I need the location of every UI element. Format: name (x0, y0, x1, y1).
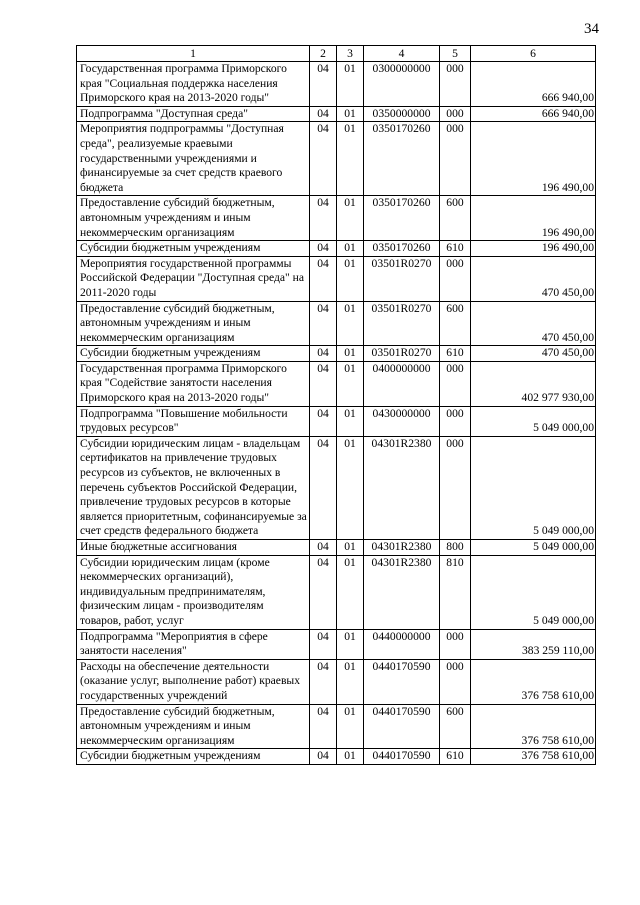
row-col-3: 01 (337, 436, 364, 539)
budget-table (76, 45, 596, 765)
row-col-3: 01 (337, 749, 364, 765)
table-row (77, 629, 596, 659)
row-col-5: 000 (440, 62, 471, 107)
row-col-4: 04301R2380 (364, 555, 440, 629)
row-col-2: 04 (310, 122, 337, 196)
row-name: Предоставление субсидий бюджетным, автономным учреждениям и иным некоммерческим организациям (77, 704, 310, 749)
row-col-2: 04 (310, 196, 337, 241)
table-row (77, 436, 596, 539)
row-name: Предоставление субсидий бюджетным, автономным учреждениям и иным некоммерческим организациям (77, 301, 310, 346)
header-cell-1: 1 (77, 46, 310, 62)
row-col-2: 04 (310, 106, 337, 122)
row-col-2: 04 (310, 629, 337, 659)
row-amount: 5 049 000,00 (471, 436, 596, 539)
row-col-3: 01 (337, 704, 364, 749)
row-col-4: 0300000000 (364, 62, 440, 107)
row-col-5: 000 (440, 256, 471, 301)
row-col-5: 000 (440, 436, 471, 539)
row-col-4: 0440170590 (364, 704, 440, 749)
row-name: Иные бюджетные ассигнования (77, 540, 310, 556)
row-col-5: 800 (440, 540, 471, 556)
row-col-5: 000 (440, 106, 471, 122)
row-col-5: 000 (440, 122, 471, 196)
row-name: Государственная программа Приморского края "Содействие занятости населения Приморского края на 2013-2020 годы" (77, 361, 310, 406)
row-col-5: 600 (440, 704, 471, 749)
row-col-2: 04 (310, 704, 337, 749)
row-col-3: 01 (337, 106, 364, 122)
row-name: Расходы на обеспечение деятельности (оказание услуг, выполнение работ) краевых государственных учреждений (77, 659, 310, 704)
row-col-3: 01 (337, 256, 364, 301)
row-col-2: 04 (310, 301, 337, 346)
table-row (77, 196, 596, 241)
row-amount: 5 049 000,00 (471, 555, 596, 629)
table-row (77, 406, 596, 436)
row-col-5: 600 (440, 301, 471, 346)
page-number: 34 (584, 21, 599, 37)
table-row (77, 659, 596, 704)
table-row (77, 122, 596, 196)
header-cell-4: 4 (364, 46, 440, 62)
row-amount: 666 940,00 (471, 62, 596, 107)
row-col-3: 01 (337, 659, 364, 704)
table-row (77, 555, 596, 629)
row-name: Субсидии юридическим лицам - владельцам сертификатов на привлечение трудовых ресурсов из субъектов, не включенных в перечень субъектов Российской Федерации, привлечение трудовых ресурсов в которые является приоритетным, софинансируемые за счет средств федерального бюджета (77, 436, 310, 539)
row-col-3: 01 (337, 122, 364, 196)
row-col-4: 03501R0270 (364, 346, 440, 362)
row-col-4: 04301R2380 (364, 436, 440, 539)
row-name: Субсидии юридическим лицам (кроме некоммерческих организаций), индивидуальным предпринимателям, физическим лицам - производителям товаров, работ, услуг (77, 555, 310, 629)
row-col-5: 600 (440, 196, 471, 241)
row-col-5: 000 (440, 659, 471, 704)
row-amount: 470 450,00 (471, 301, 596, 346)
row-col-2: 04 (310, 555, 337, 629)
header-cell-5: 5 (440, 46, 471, 62)
row-col-2: 04 (310, 406, 337, 436)
row-col-4: 03501R0270 (364, 256, 440, 301)
row-col-2: 04 (310, 62, 337, 107)
row-col-3: 01 (337, 241, 364, 257)
row-col-4: 0350170260 (364, 122, 440, 196)
row-name: Мероприятия подпрограммы "Доступная среда", реализуемые краевыми государственными учреждениями и финансируемые за счет средств краевого бюджета (77, 122, 310, 196)
row-amount: 383 259 110,00 (471, 629, 596, 659)
row-col-2: 04 (310, 241, 337, 257)
row-amount: 5 049 000,00 (471, 406, 596, 436)
table-row (77, 361, 596, 406)
row-amount: 470 450,00 (471, 346, 596, 362)
header-cell-3: 3 (337, 46, 364, 62)
row-name: Мероприятия государственной программы Российской Федерации "Доступная среда" на 2011-2020 годы (77, 256, 310, 301)
table-row (77, 256, 596, 301)
row-col-3: 01 (337, 540, 364, 556)
table-row (77, 62, 596, 107)
row-col-4: 0350170260 (364, 241, 440, 257)
row-col-2: 04 (310, 346, 337, 362)
row-col-4: 0350000000 (364, 106, 440, 122)
table-row (77, 241, 596, 257)
row-name: Подпрограмма "Повышение мобильности трудовых ресурсов" (77, 406, 310, 436)
row-amount: 196 490,00 (471, 122, 596, 196)
table-row (77, 540, 596, 556)
table-row (77, 704, 596, 749)
row-col-2: 04 (310, 361, 337, 406)
row-name: Подпрограмма "Мероприятия в сфере занятости населения" (77, 629, 310, 659)
table-row (77, 749, 596, 765)
row-amount: 196 490,00 (471, 241, 596, 257)
row-col-5: 610 (440, 346, 471, 362)
row-col-2: 04 (310, 540, 337, 556)
row-name: Предоставление субсидий бюджетным, автономным учреждениям и иным некоммерческим организациям (77, 196, 310, 241)
header-row (77, 46, 596, 62)
row-col-3: 01 (337, 406, 364, 436)
row-col-4: 0440000000 (364, 629, 440, 659)
row-col-2: 04 (310, 436, 337, 539)
row-amount: 376 758 610,00 (471, 704, 596, 749)
row-name: Подпрограмма "Доступная среда" (77, 106, 310, 122)
row-col-3: 01 (337, 555, 364, 629)
table-row (77, 301, 596, 346)
row-col-2: 04 (310, 659, 337, 704)
row-col-4: 0400000000 (364, 361, 440, 406)
row-col-5: 000 (440, 629, 471, 659)
header-cell-2: 2 (310, 46, 337, 62)
row-col-3: 01 (337, 301, 364, 346)
table-row (77, 106, 596, 122)
row-amount: 376 758 610,00 (471, 659, 596, 704)
row-col-3: 01 (337, 361, 364, 406)
row-col-4: 0440170590 (364, 659, 440, 704)
row-col-5: 610 (440, 749, 471, 765)
header-cell-6: 6 (471, 46, 596, 62)
row-amount: 666 940,00 (471, 106, 596, 122)
row-col-5: 000 (440, 361, 471, 406)
row-col-4: 03501R0270 (364, 301, 440, 346)
row-col-3: 01 (337, 196, 364, 241)
row-amount: 196 490,00 (471, 196, 596, 241)
row-col-5: 610 (440, 241, 471, 257)
row-amount: 376 758 610,00 (471, 749, 596, 765)
row-col-4: 0350170260 (364, 196, 440, 241)
row-col-4: 0430000000 (364, 406, 440, 436)
row-col-3: 01 (337, 629, 364, 659)
row-col-5: 810 (440, 555, 471, 629)
row-col-2: 04 (310, 749, 337, 765)
row-col-3: 01 (337, 346, 364, 362)
row-amount: 402 977 930,00 (471, 361, 596, 406)
row-name: Субсидии бюджетным учреждениям (77, 346, 310, 362)
row-col-2: 04 (310, 256, 337, 301)
row-col-5: 000 (440, 406, 471, 436)
row-col-4: 0440170590 (364, 749, 440, 765)
row-name: Государственная программа Приморского края "Социальная поддержка населения Приморского края на 2013-2020 годы" (77, 62, 310, 107)
row-amount: 470 450,00 (471, 256, 596, 301)
row-name: Субсидии бюджетным учреждениям (77, 241, 310, 257)
row-amount: 5 049 000,00 (471, 540, 596, 556)
row-col-3: 01 (337, 62, 364, 107)
row-col-4: 04301R2380 (364, 540, 440, 556)
table-row (77, 346, 596, 362)
row-name: Субсидии бюджетным учреждениям (77, 749, 310, 765)
